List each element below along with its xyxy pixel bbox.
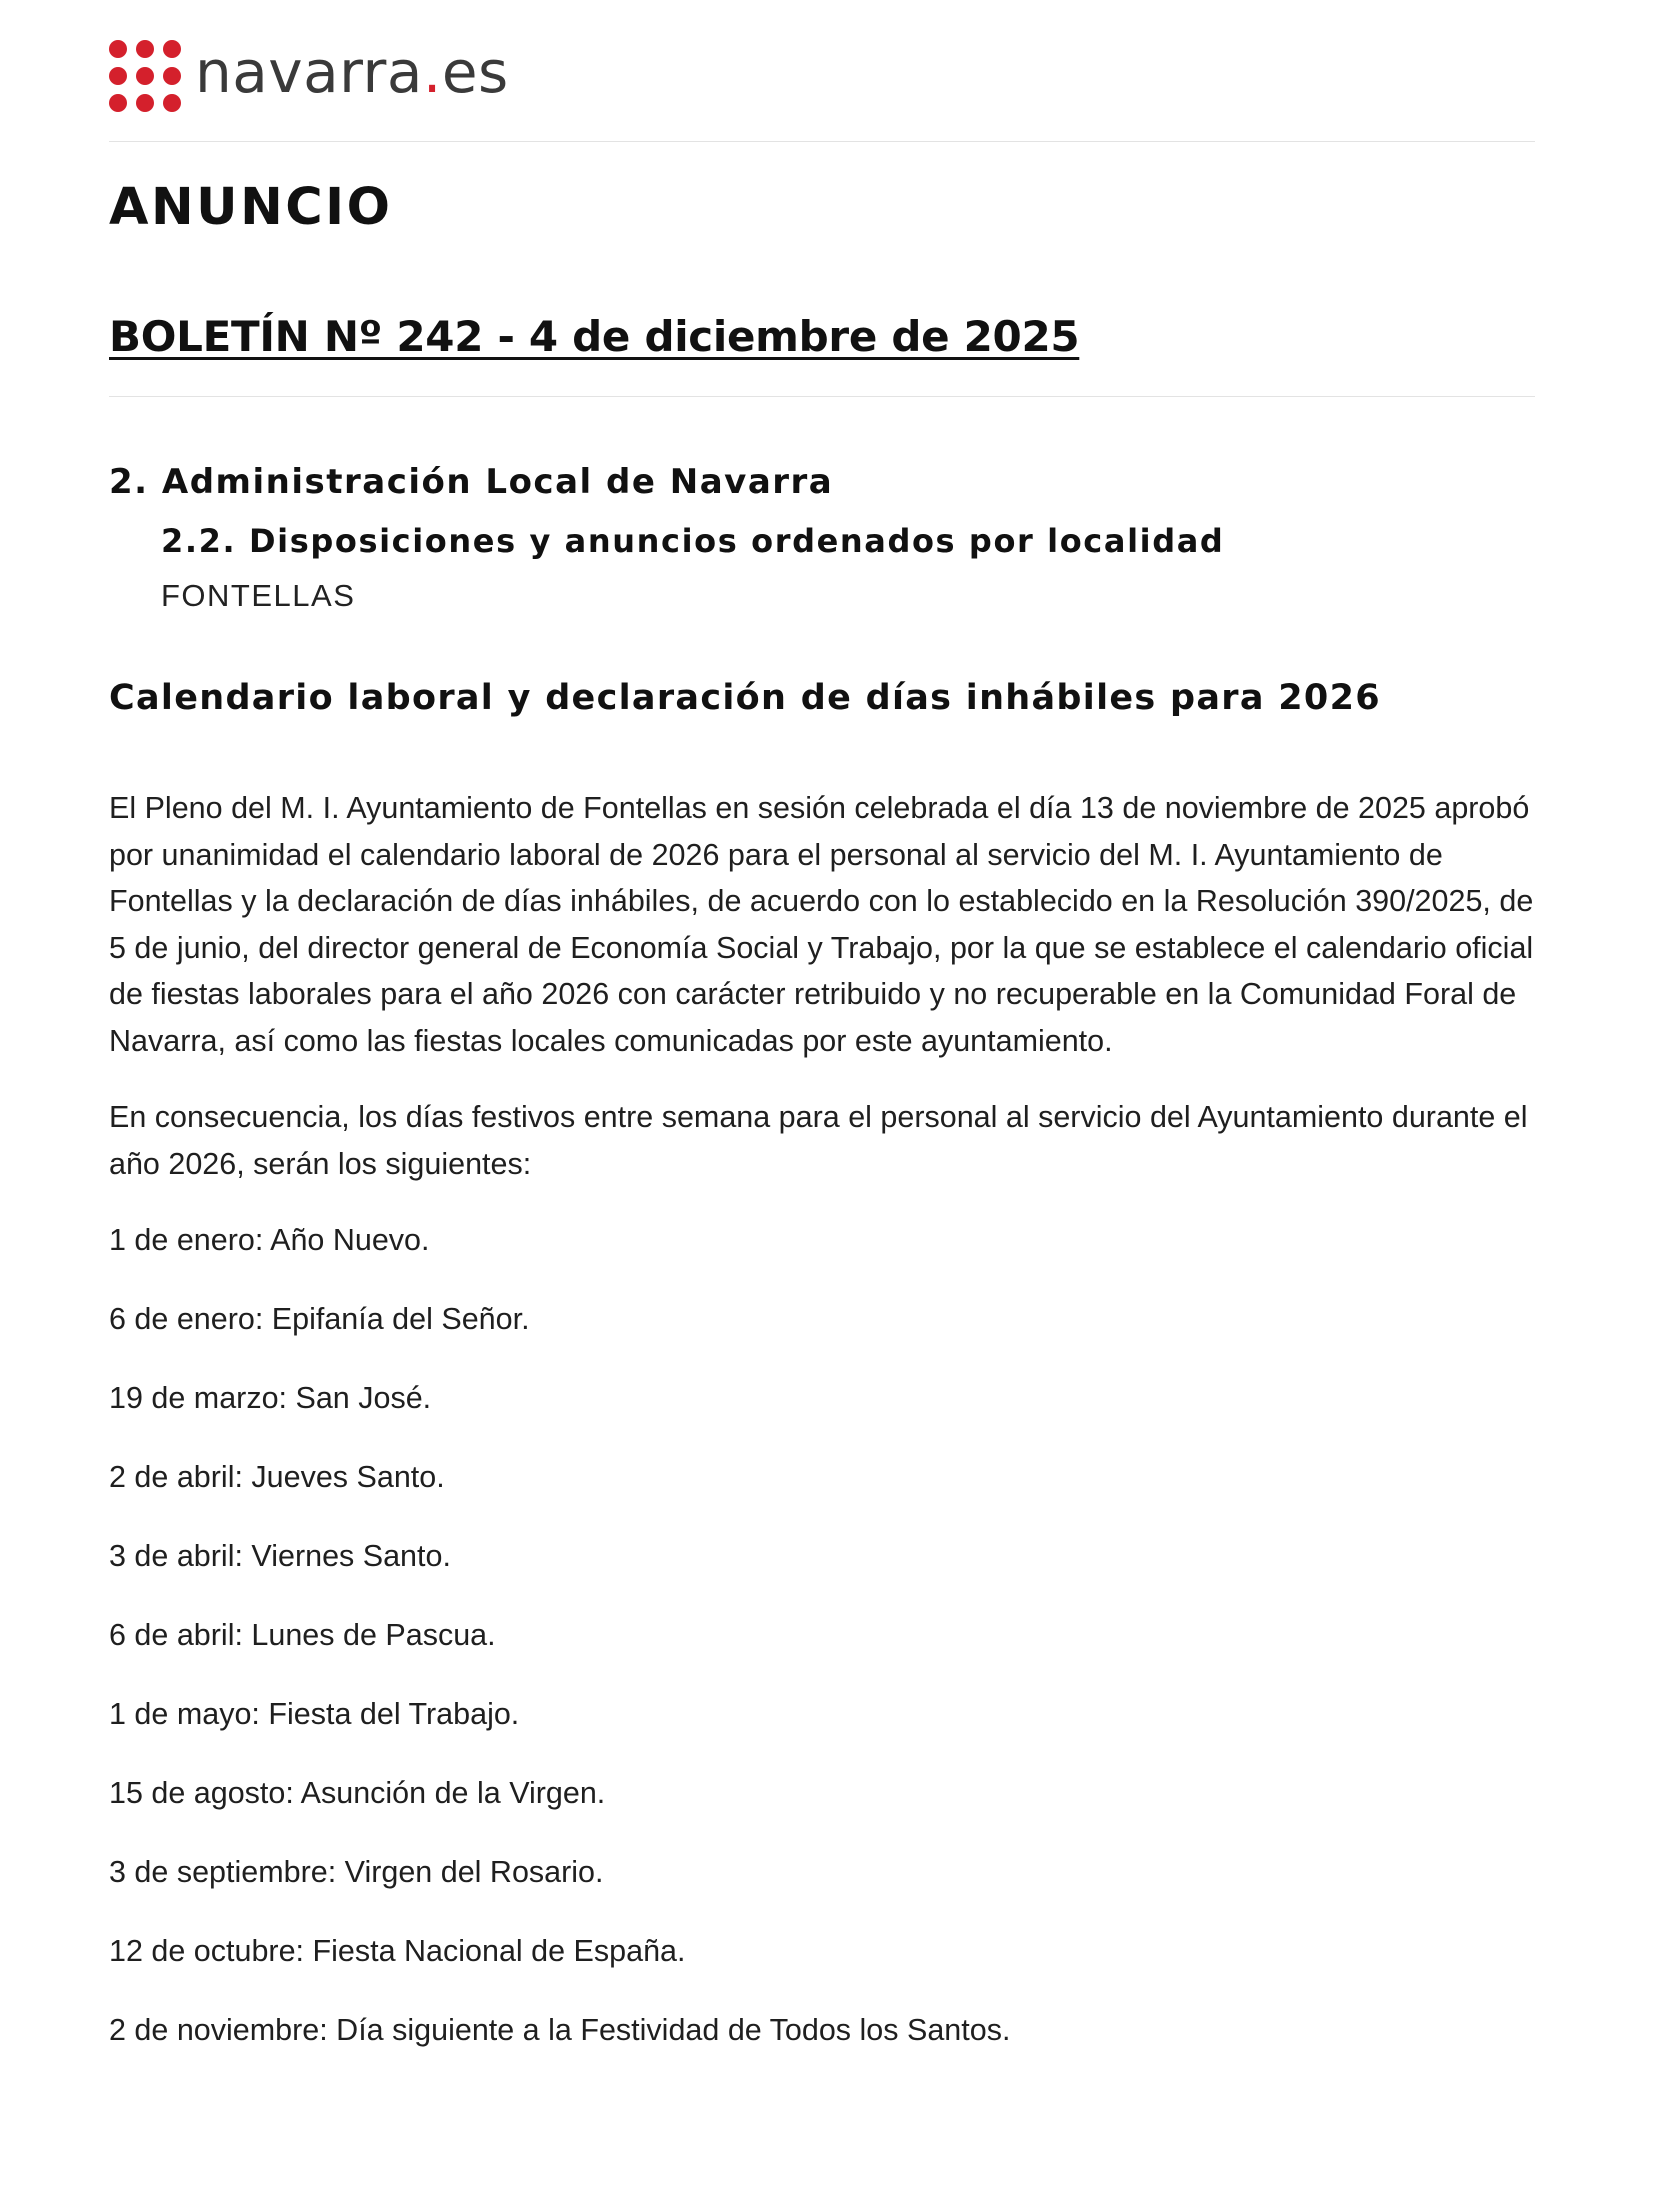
holiday-item: 15 de agosto: Asunción de la Virgen. xyxy=(109,1776,606,1810)
holiday-item: 3 de abril: Viernes Santo. xyxy=(109,1539,451,1573)
logo-text-main: navarra xyxy=(195,38,423,106)
header xyxy=(109,0,1535,142)
logo-dot xyxy=(136,40,154,58)
announcement-title: Calendario laboral y declaración de días inhábiles para 2026 xyxy=(109,678,1381,718)
document-kind: ANUNCIO xyxy=(109,178,393,237)
logo-text-tld: es xyxy=(441,38,509,106)
announcement-body xyxy=(109,785,1535,2086)
logo[interactable] xyxy=(109,40,509,112)
logo-dot xyxy=(136,94,154,112)
holiday-item: 1 de mayo: Fiesta del Trabajo. xyxy=(109,1697,520,1731)
logo-text-dot: . xyxy=(422,38,442,106)
logo-text xyxy=(195,38,509,106)
body-paragraph: El Pleno del M. I. Ayuntamiento de Fontellas en sesión celebrada el día 13 de noviembre de 2025 aprobó por unanimidad el calendario laboral de 2026 para el personal al servicio del M. I. Ayuntamiento de Fontellas y la declaración de días inhábiles, de acuerdo con lo establecido en la Resolución 390/2025, de 5 de junio, del director general de Economía Social y Trabajo, por la que se establece el calendario oficial de fiestas laborales para el año 2026 con carácter retribuido y no recuperable en la Comunidad Foral de Navarra, así como las fiestas locales comunicadas por este ayuntamiento. xyxy=(109,791,1534,1058)
holiday-item: 6 de enero: Epifanía del Señor. xyxy=(109,1302,530,1336)
locality: FONTELLAS xyxy=(161,578,356,613)
document-page xyxy=(109,0,1535,2047)
holiday-item: 19 de marzo: San José. xyxy=(109,1381,432,1415)
holiday-item: 2 de noviembre: Día siguiente a la Festividad de Todos los Santos. xyxy=(109,2013,1011,2047)
holiday-item: 3 de septiembre: Virgen del Rosario. xyxy=(109,1855,604,1889)
section-heading: 2. Administración Local de Navarra xyxy=(109,462,834,502)
holiday-item: 2 de abril: Jueves Santo. xyxy=(109,1460,445,1494)
logo-dot xyxy=(109,40,127,58)
header-divider xyxy=(109,141,1535,142)
body-paragraph: En consecuencia, los días festivos entre semana para el personal al servicio del Ayuntamiento durante el año 2026, serán los siguientes: xyxy=(109,1100,1528,1181)
navarra-dots-logo-icon xyxy=(109,40,181,112)
holiday-item: 6 de abril: Lunes de Pascua. xyxy=(109,1618,496,1652)
bulletin-link[interactable]: BOLETÍN Nº 242 - 4 de diciembre de 2025 xyxy=(109,312,1080,361)
holiday-item: 1 de enero: Año Nuevo. xyxy=(109,1223,430,1257)
holiday-list xyxy=(109,1217,1535,2054)
bulletin-divider xyxy=(109,396,1535,397)
holiday-item: 12 de octubre: Fiesta Nacional de España. xyxy=(109,1934,686,1968)
subsection-heading: 2.2. Disposiciones y anuncios ordenados por localidad xyxy=(161,522,1225,560)
logo-dot xyxy=(109,94,127,112)
logo-dot xyxy=(163,40,181,58)
logo-dot xyxy=(163,94,181,112)
logo-dot xyxy=(109,67,127,85)
logo-dot xyxy=(136,67,154,85)
logo-dot xyxy=(163,67,181,85)
